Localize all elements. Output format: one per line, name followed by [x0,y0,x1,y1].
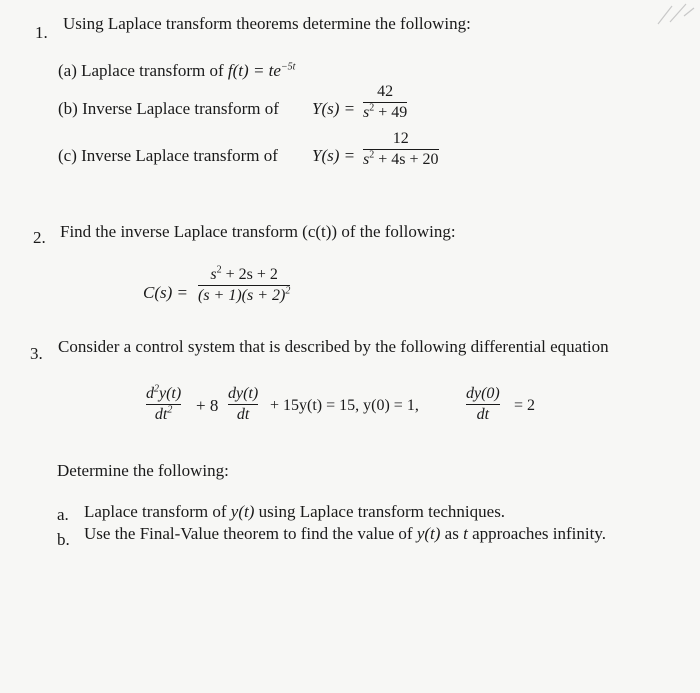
q3-term-second-derivative: $d^2y(t)$ $dt^2$ [146,383,182,423]
q3-initial-derivative: dy(0) dt [466,385,500,423]
q1b-denominator: $s^2 + 49$ [363,102,408,121]
fraction-bar [466,404,500,405]
q1b-lhs: Y(s) = [312,99,356,118]
fraction-bar [363,149,439,150]
q3-stem: Consider a control system that is described by the following differential equation [58,337,609,356]
q3-plus8: + 8 [196,396,219,415]
q1c-fraction [363,130,439,169]
q3-number: 3. [30,344,43,363]
q3-equation-rest: + 15y(t) = 15, y(0) = 1, [270,397,419,414]
q1c-numerator: 12 [392,130,409,147]
q3-determine: Determine the following: [57,461,229,480]
q1c-label: (c) Inverse Laplace transform of [58,146,278,165]
q3a-text: Laplace transform of y(t) using Laplace transform techniques. [84,502,506,521]
q2-fraction [198,266,290,305]
q1a-exponent: −5t [280,61,296,73]
q1b-fraction [363,83,407,122]
q2-number: 2. [33,228,46,247]
q3b-text: Use the Final-Value theorem to find the value of y(t) as t approaches infinity. [84,524,606,543]
q1a-line [58,61,295,81]
fraction-bar [228,404,258,405]
corner-scribble-mark [656,2,696,28]
q1a-function: f(t) = te [227,61,281,80]
q2-numerator: $s^2 + 2s + 2$ [210,264,278,283]
q2-lhs: C(s) = [143,283,188,302]
q1b-label: (b) Inverse Laplace transform of [58,99,279,118]
q2-stem: Find the inverse Laplace transform (c(t)) of the following: [60,222,456,241]
q1c-denominator: $s^2 + 4s + 20$ [363,149,439,168]
fraction-bar [146,404,181,405]
fraction-bar [198,285,290,286]
q1-number: 1. [35,23,48,42]
q3-term-first-derivative: dy(t) dt [228,385,259,423]
q1a-label: (a) Laplace transform of [58,61,224,80]
q2-denominator: $(s + 1)(s + 2)^2$ [198,285,291,304]
q1b-numerator: 42 [377,83,394,100]
q3-initial-derivative-value: = 2 [514,397,536,414]
q3a-label: a. [57,505,69,524]
q3b-label: b. [57,530,70,549]
q1c-lhs: Y(s) = [312,146,356,165]
q1-stem: Using Laplace transform theorems determine the following: [63,14,471,33]
